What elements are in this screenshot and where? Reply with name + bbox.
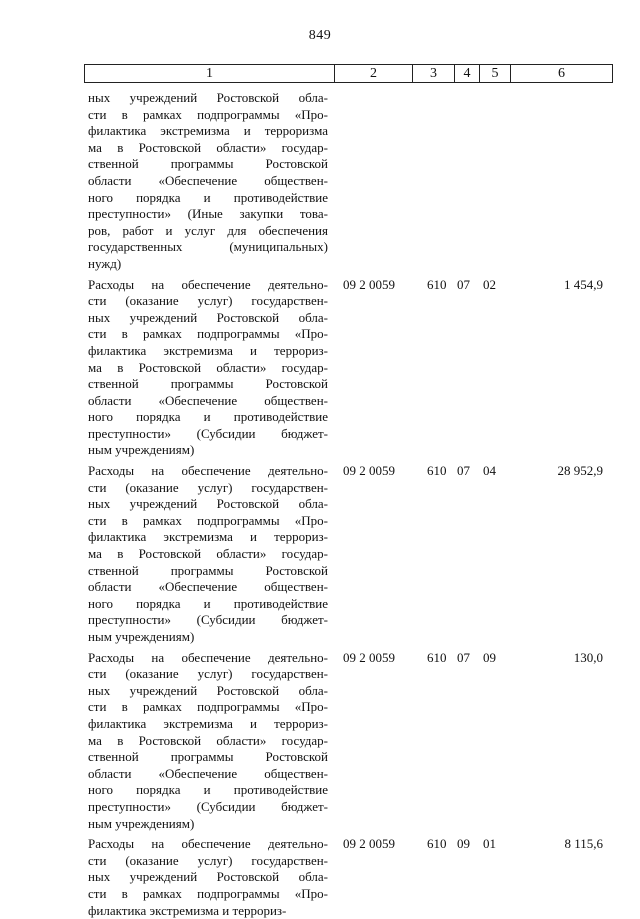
row-description: [88, 650, 328, 833]
header-col-3: 3: [413, 65, 455, 82]
description-line: ного порядка и противодействие: [88, 596, 328, 613]
row-description: [88, 836, 328, 919]
table-row: [88, 90, 611, 273]
page-number: 849: [0, 28, 640, 44]
description-line: Расходы на обеспечение деятельно-: [88, 650, 328, 667]
description-line: филактика экстремизма и терроризма: [88, 123, 328, 140]
row-subsection: 01: [481, 836, 511, 919]
description-line: области «Обеспечение обществен-: [88, 393, 328, 410]
row-code: 09 2 0059: [339, 463, 419, 646]
row-amount: 8 115,6: [511, 836, 609, 919]
row-description: [88, 90, 328, 273]
description-line: области «Обеспечение обществен-: [88, 766, 328, 783]
description-line: сти (оказание услуг) государствен-: [88, 853, 328, 870]
row-expense-type: [419, 90, 453, 273]
row-section: 07: [453, 277, 481, 460]
description-line: ственной программы Ростовской: [88, 156, 328, 173]
description-line: филактика экстремизма и террориз-: [88, 903, 328, 919]
description-line: ма в Ростовской области» государ-: [88, 546, 328, 563]
row-expense-type: 610: [419, 277, 453, 460]
description-line: преступности» (Иные закупки това-: [88, 206, 328, 223]
description-line: сти (оказание услуг) государствен-: [88, 480, 328, 497]
row-amount: 1 454,9: [511, 277, 609, 460]
description-line: области «Обеспечение обществен-: [88, 579, 328, 596]
description-line: сти в рамках подпрограммы «Про-: [88, 326, 328, 343]
description-line: ных учреждений Ростовской обла-: [88, 496, 328, 513]
row-description: [88, 277, 328, 460]
row-subsection: 02: [481, 277, 511, 460]
row-subsection: 04: [481, 463, 511, 646]
row-code: 09 2 0059: [339, 650, 419, 833]
description-line: преступности» (Субсидии бюджет-: [88, 426, 328, 443]
description-line: ного порядка и противодействие: [88, 190, 328, 207]
description-line: филактика экстремизма и террориз-: [88, 529, 328, 546]
description-line: ственной программы Ростовской: [88, 749, 328, 766]
description-line: ным учреждениям): [88, 629, 328, 646]
header-col-2: 2: [335, 65, 413, 82]
description-line: преступности» (Субсидии бюджет-: [88, 612, 328, 629]
row-section: 09: [453, 836, 481, 919]
description-line: нужд): [88, 256, 328, 273]
description-line: ных учреждений Ростовской обла-: [88, 90, 328, 107]
row-section: 07: [453, 650, 481, 833]
description-line: сти в рамках подпрограммы «Про-: [88, 107, 328, 124]
description-line: сти в рамках подпрограммы «Про-: [88, 699, 328, 716]
description-line: ственной программы Ростовской: [88, 376, 328, 393]
description-line: ма в Ростовской области» государ-: [88, 140, 328, 157]
header-col-5: 5: [480, 65, 511, 82]
row-subsection: [481, 90, 511, 273]
row-code: 09 2 0059: [339, 836, 419, 919]
description-line: филактика экстремизма и террориз-: [88, 716, 328, 733]
row-subsection: 09: [481, 650, 511, 833]
row-code: [339, 90, 419, 273]
description-line: ма в Ростовской области» государ-: [88, 733, 328, 750]
row-amount: 28 952,9: [511, 463, 609, 646]
header-col-1: 1: [85, 65, 335, 82]
description-line: филактика экстремизма и террориз-: [88, 343, 328, 360]
table-body: [88, 90, 611, 919]
description-line: области «Обеспечение обществен-: [88, 173, 328, 190]
description-line: сти в рамках подпрограммы «Про-: [88, 886, 328, 903]
description-line: ного порядка и противодействие: [88, 409, 328, 426]
description-line: ственной программы Ростовской: [88, 563, 328, 580]
description-line: сти (оказание услуг) государствен-: [88, 666, 328, 683]
row-expense-type: 610: [419, 463, 453, 646]
description-line: ным учреждениям): [88, 442, 328, 459]
row-expense-type: 610: [419, 836, 453, 919]
description-line: сти в рамках подпрограммы «Про-: [88, 513, 328, 530]
description-line: ных учреждений Ростовской обла-: [88, 310, 328, 327]
table-row: [88, 277, 611, 460]
row-description: [88, 463, 328, 646]
table-row: [88, 463, 611, 646]
description-line: ным учреждениям): [88, 816, 328, 833]
description-line: сти (оказание услуг) государствен-: [88, 293, 328, 310]
header-col-4: 4: [455, 65, 480, 82]
table-header: [84, 64, 613, 83]
description-line: государственных (муниципальных): [88, 239, 328, 256]
row-section: 07: [453, 463, 481, 646]
description-line: Расходы на обеспечение деятельно-: [88, 463, 328, 480]
description-line: Расходы на обеспечение деятельно-: [88, 836, 328, 853]
row-section: [453, 90, 481, 273]
description-line: ного порядка и противодействие: [88, 782, 328, 799]
description-line: ма в Ростовской области» государ-: [88, 360, 328, 377]
description-line: ных учреждений Ростовской обла-: [88, 683, 328, 700]
description-line: преступности» (Субсидии бюджет-: [88, 799, 328, 816]
row-code: 09 2 0059: [339, 277, 419, 460]
description-line: Расходы на обеспечение деятельно-: [88, 277, 328, 294]
row-expense-type: 610: [419, 650, 453, 833]
table-row: [88, 836, 611, 919]
row-amount: 130,0: [511, 650, 609, 833]
description-line: ров, работ и услуг для обеспечения: [88, 223, 328, 240]
row-amount: [511, 90, 609, 273]
header-col-6: 6: [511, 65, 612, 82]
table-row: [88, 650, 611, 833]
description-line: ных учреждений Ростовской обла-: [88, 869, 328, 886]
